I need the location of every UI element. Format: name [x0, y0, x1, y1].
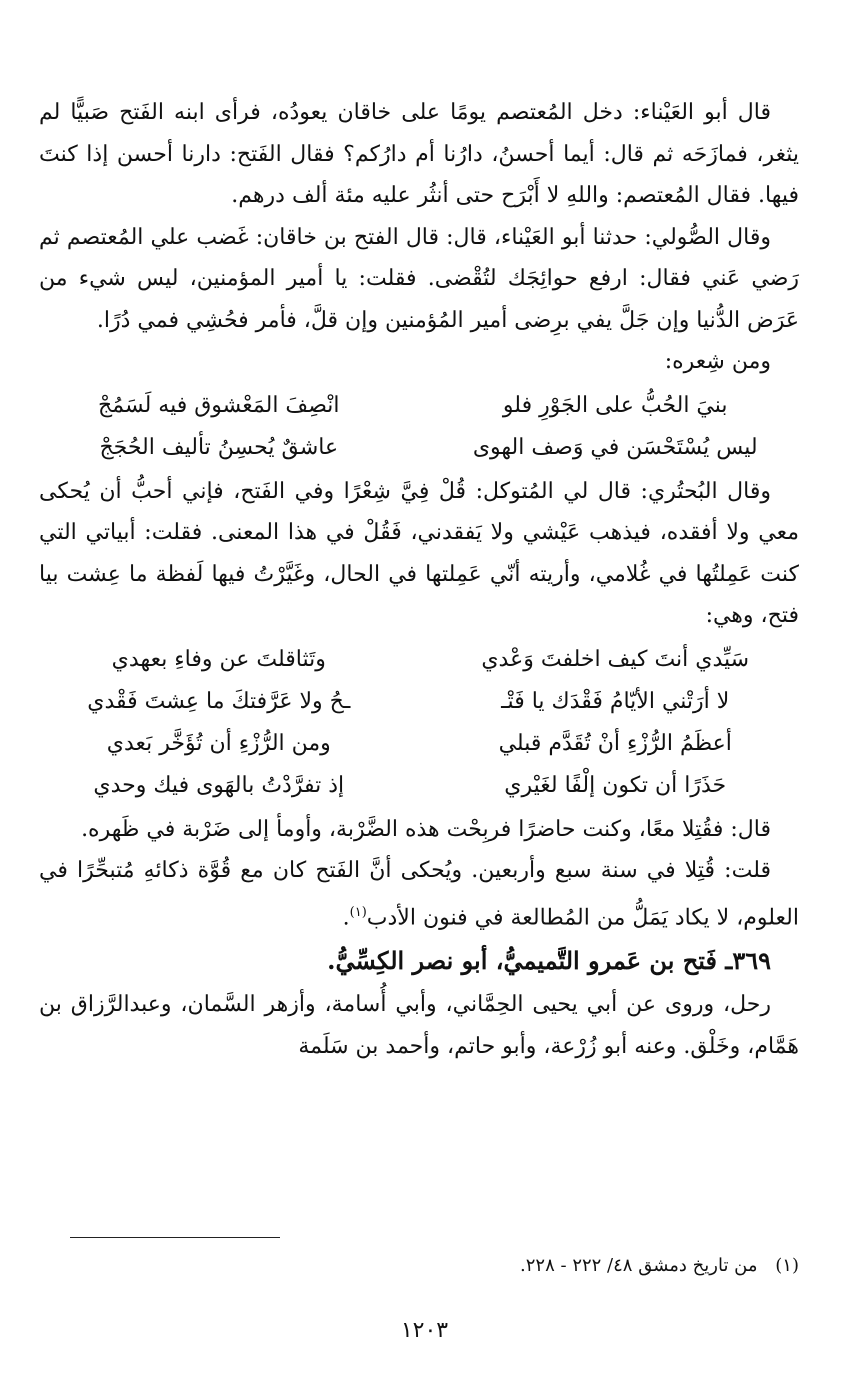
verse-line: [39, 427, 799, 469]
poem-second: [39, 639, 799, 807]
verse-first-hemistich: بنيَ الحُبُّ على الجَوْرِ فلو: [502, 392, 728, 418]
footnote-text: من تاريخ دمشق ٤٨/ ٢٢٢ - ٢٢٨.: [520, 1255, 758, 1276]
verse-line: [39, 681, 799, 723]
paragraph-al-buhturi: وقال البُحتُري: قال لي المُتوكل: قُلْ فِيَّ شِعْرًا وفي الفَتح، فإني أحبُّ أن يُحكى معي ولا أفقده، فيذهب عَيْشي ولا يَفقدني، فَقُلْ في هذا المعنى. فقلت: أبياتي التي كنت عَمِلتُها في غُلامي، وأريته أنّي عَمِلتها في الحال، وغَيَّرْتُ فيها لَفظة ما عِشت بيا فتح، وهي:: [39, 478, 799, 628]
paragraph-year-of-death: قلت: قُتِلا في سنة سبع وأربعين. ويُحكى أنَّ الفَتح كان مع قُوَّة ذكائهِ مُتبحِّرًا في العلوم، لا يكاد يَمَلُّ من المُطالعة في فنون الأدب$^{(١)}$.: [39, 858, 799, 930]
verse-second-hemistich: عاشقٌ يُحسِنُ تأليف الحُجَجْ: [99, 434, 339, 460]
verse-first-hemistich: أعظَمُ الرُّزْءِ أنْ تُقَدَّم قبلي: [498, 730, 732, 756]
verse-line: [39, 385, 799, 427]
footnote-divider: [70, 1237, 280, 1238]
verse-line: [39, 765, 799, 807]
paragraph-killed-together: قال: فقُتِلا معًا، وكنت حاضرًا فربِحْت هذه الضَّرْبة، وأومأ إلى ضَرْبة في ظَهره.: [81, 816, 771, 842]
footnote-number: (١): [775, 1255, 799, 1276]
paragraph-al-suli: وقال الصُّولي: حدثنا أبو العَيْناء، قال: قال الفتح بن خاقان: غَضب علي المُعتصم ثم رَضي عَني فقال: ارفع حوائِجَك لتُقْضى. فقلت: يا أمير المؤمنين، ليس شيء من عَرَض الدُّنيا وإن جَلَّ يفي برِضى أمير المُؤمنين وإن قلَّ، فأمر فحُشِي فمي دُرًا.: [39, 224, 799, 333]
verse-first-hemistich: سَيِّدي أنتَ كيف اخلفتَ وَعْدي: [481, 646, 750, 672]
page-body: [39, 92, 799, 1067]
paragraph-entry-body: رحل، وروى عن أبي يحيى الحِمَّاني، وأبي أُسامة، وأزهر السَّمان، وعبدالرَّزاق بن هَمَّام، وخَلْق. وعنه أبو زُرْعة، وأبو حاتم، وأحمد بن سَلَمة: [39, 992, 799, 1059]
verse-second-hemistich: وتَثاقلتَ عن وفاءِ بعهدي: [111, 646, 326, 672]
poem-first: [39, 385, 799, 469]
page-number: ١٢٠٣: [400, 1318, 449, 1343]
verse-line: [39, 723, 799, 765]
entry-heading: ٣٦٩ـ فَتح بن عَمرو التَّميميُّ، أبو نصر الكِسِّيُّ.: [327, 946, 771, 976]
footnote: [39, 1252, 799, 1280]
verse-second-hemistich: انْصِفَ المَعْشوق فيه لَسَمُجْ: [98, 392, 340, 418]
verse-line: [39, 639, 799, 681]
verse-second-hemistich: ـحُ ولا عَرَّفتكَ ما عِشتَ فَقْدي: [87, 688, 351, 714]
verse-first-hemistich: لا أرَتْني الأيّامُ فَقْدَك يا فَتْـ: [501, 688, 730, 714]
paragraph-year-of-death-text: قلت: قُتِلا في سنة سبع وأربعين. ويُحكى أنَّ الفَتح كان مع قُوَّة ذكائهِ مُتبحِّرًا في العلوم، لا يكاد يَمَلُّ من المُطالعة في فنون الأدب: [39, 858, 799, 930]
verse-first-hemistich: حَذَرًا أن تكون إلْفًا لغَيْري: [504, 772, 727, 798]
verse-first-hemistich: ليس يُسْتَحْسَن في وَصف الهوى: [472, 434, 758, 460]
verse-second-hemistich: إذ تفرَّدْتُ بالهَوى فيك وحدي: [93, 772, 345, 798]
footnote-reference[interactable]: (١): [349, 904, 367, 920]
paragraph-abu-al-ayna: قال أبو العَيْناء: دخل المُعتصم يومًا على خاقان يعودُه، فرأى ابنه الفَتح صَبيًّا لم يثغر، فمازَحَه ثم قال: أيما أحسنُ، دارُنا أم دارُكم؟ فقال الفَتح: دارنا أحسن إذا كنتَ فيها. فقال المُعتصم: واللهِ لا أَبْرَح حتى أنثُر عليه مئة ألف درهم.: [39, 100, 799, 208]
verse-second-hemistich: ومن الرُّزْءِ أن تُؤَخَّر بَعدي: [106, 730, 331, 756]
poem-intro: ومن شِعره:: [664, 349, 771, 374]
